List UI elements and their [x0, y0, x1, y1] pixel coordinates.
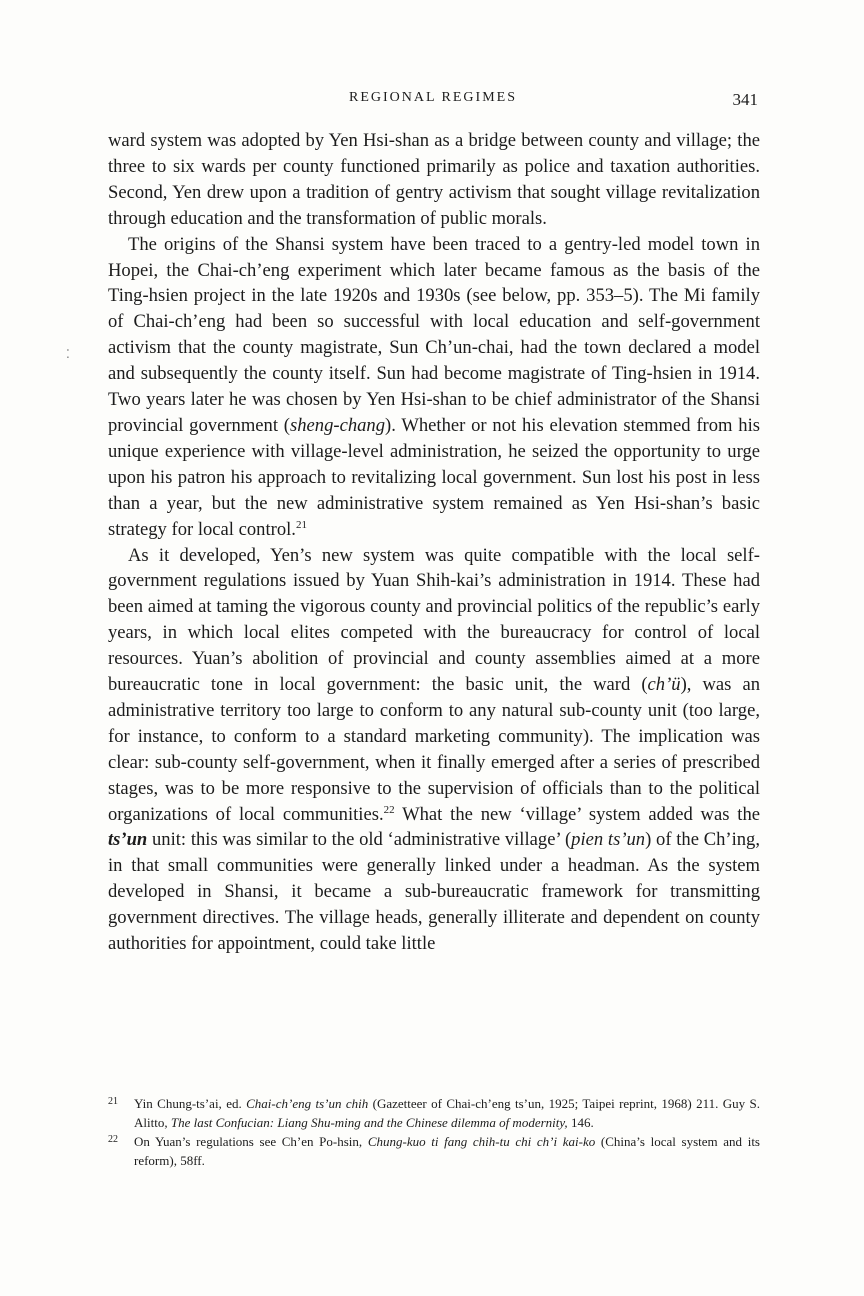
- footnotes: [108, 1095, 760, 1171]
- footnote-21-title-a: Chai-ch’eng ts’un chih: [246, 1096, 369, 1111]
- paragraph-1: [108, 128, 760, 232]
- footnote-21: 21 Yin Chung-ts’ai, ed. Chai-ch’eng ts’un chih (Gazetteer of Chai-ch’eng ts’un, 1925; Taipei reprint, 1968) 211. Guy S. Alitto, The last Confucian: Liang Shu-ming and the Chinese dilemma of modernity, 146.: [108, 1096, 760, 1130]
- page-number: 341: [732, 90, 758, 109]
- footnote-21-title-b: The last Confucian: Liang Shu-ming and the Chinese dilemma of modernity,: [170, 1114, 568, 1130]
- paragraph-3-text-e: ) of the Ch’ing, in that small communities were generally linked under a headman. As the system developed in Shansi, it became a sub-bureaucratic framework for transmitting government directives. The village heads, generally illiterate and dependent on county authorities for appointment, could take little: [108, 829, 760, 955]
- paragraph-2: [108, 232, 760, 543]
- margin-mark: ⁚: [66, 347, 70, 361]
- footnote-22-text-a: On Yuan’s regulations see Ch’en Po-hsin,: [134, 1134, 368, 1149]
- paragraph-3-text-c: What the new ‘village’ system added was the: [394, 803, 761, 825]
- paragraph-2-text-a: The origins of the Shansi system have been traced to a gentry-led model town in Hopei, the Chai-ch’eng experiment which later became famous as the basis of the Ting-hsien project in the late 1920s and 1930s (see below, pp. 353–5). The Mi family of Chai-ch’eng had been so successful with local education and self-government activism that the county magistrate, Sun Ch’un-chai, had the town declared a model and subsequently the county itself. Sun had become magistrate of Ting-hsien in 1914. Two years later he was chosen by Yen Hsi-shan to be chief administrator of the Shansi provincial government (: [108, 233, 760, 436]
- footnote-22-title: Chung-kuo ti fang chih-tu chi ch’i kai-ko: [367, 1134, 596, 1149]
- term-tsun: ts’un: [108, 829, 148, 851]
- term-chu: ch’ü: [647, 674, 681, 696]
- footnote-22-text-b: (China’s local system and its reform), 58ff.: [134, 1134, 760, 1168]
- footnote-ref-21[interactable]: 21: [295, 518, 307, 531]
- paragraph-3-text-a: As it developed, Yen’s new system was quite compatible with the local self-government regulations issued by Yuan Shih-kai’s administration in 1914. These had been aimed at taming the vigorous county and provincial politics of the republic’s early years, in which local elites competed with the bureaucracy for control of local resources. Yuan’s abolition of provincial and county assemblies aimed at a more bureaucratic tone in local government: the basic unit, the ward (: [108, 544, 760, 696]
- footnote-21-text-c: 146.: [567, 1114, 594, 1130]
- page-header: [108, 90, 758, 116]
- running-head: REGIONAL REGIMES: [349, 90, 517, 105]
- footnote-22: 22 On Yuan’s regulations see Ch’en Po-hsin, Chung-kuo ti fang chih-tu chi ch’i kai-ko (China’s local system and its reform), 58ff.: [108, 1134, 760, 1168]
- paragraph-1-text: ward system was adopted by Yen Hsi-shan as a bridge between county and village; the three to six wards per county functioned primarily as police and taxation authorities. Second, Yen drew upon a tradition of gentry activism that sought village revitalization through education and the transformation of public morals.: [108, 130, 760, 229]
- paragraph-3: [108, 543, 760, 958]
- paragraph-3-text-b: ), was an administrative territory too large to conform to any natural sub-county unit (too large, for instance, to conform to a standard marketing community). The implication was clear: sub-county self-government, when it finally emerged after a series of prescribed stages, was to be more responsive to the supervision of officials than to the political organizations of local communities.: [108, 674, 761, 825]
- paragraph-3-text-d: unit: this was similar to the old ‘administrative village’ (: [147, 829, 572, 851]
- term-sheng-chang: sheng-chang: [290, 414, 386, 436]
- footnote-ref-22[interactable]: 22: [383, 803, 395, 816]
- body-text: [108, 128, 760, 957]
- footnote-21-text-a: Yin Chung-ts’ai, ed.: [134, 1096, 247, 1111]
- paragraph-2-text-b: ). Whether or not his elevation stemmed from his unique experience with village-level administration, he seized the opportunity to urge upon his patron his approach to revitalizing local government. Sun lost his post in less than a year, but the new administrative system remained as Yen Hsi-shan’s basic strategy for local control.: [108, 414, 761, 540]
- footnote-21-text-b: (Gazetteer of Chai-ch’eng ts’un, 1925; Taipei reprint, 1968) 211. Guy S. Alitto,: [134, 1096, 760, 1130]
- term-pien-tsun: pien ts’un: [571, 829, 646, 851]
